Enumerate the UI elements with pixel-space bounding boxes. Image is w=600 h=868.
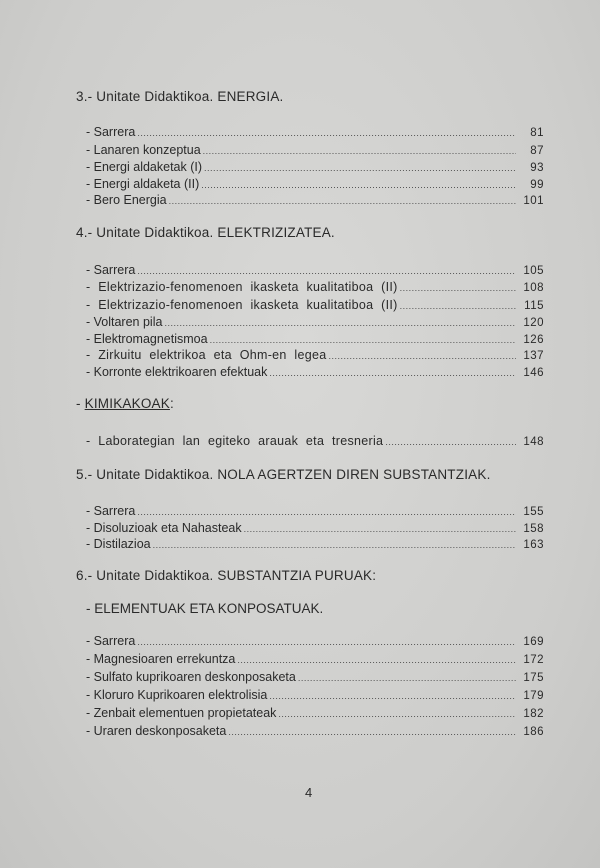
leader-dots — [204, 163, 516, 173]
toc-entry — [86, 668, 544, 684]
leader-dots — [137, 128, 516, 138]
entry-label: - Sarrera — [86, 263, 136, 277]
toc-entry — [86, 313, 544, 329]
toc-entry — [86, 650, 544, 666]
entry-page: 146 — [523, 367, 544, 379]
entry-label: - Distilazioa — [86, 537, 151, 551]
entry-label: - Laborategian lan egiteko arauak eta tresneria — [86, 434, 384, 448]
section-heading-elektrizizatea: 4.- Unitate Didaktikoa. ELEKTRIZIZATEA. — [76, 225, 335, 240]
entry-label: - Korronte elektrikoaren efektuak — [86, 365, 268, 379]
leader-dots — [228, 727, 516, 737]
entry-page: 137 — [523, 350, 544, 362]
leader-dots — [269, 691, 516, 701]
entry-page: 81 — [530, 127, 544, 139]
entry-page: 115 — [524, 300, 544, 312]
leader-dots — [137, 637, 516, 647]
leader-dots — [169, 196, 516, 206]
entry-page: 148 — [523, 436, 544, 448]
leader-dots — [237, 655, 516, 665]
entry-label: - Uraren deskonposaketa — [86, 724, 227, 738]
leader-dots — [210, 335, 516, 345]
entry-label: - Elektrizazio-fenomenoen ikasketa kualitatiboa (II) — [86, 280, 398, 294]
leader-dots — [203, 146, 516, 156]
entry-label: - Elektrizazio-fenomenoen ikasketa kualitatiboa (II) — [86, 298, 398, 312]
entry-page: 158 — [523, 523, 544, 535]
section-heading-kimikakoak — [76, 396, 174, 411]
toc-entry — [86, 704, 544, 720]
entry-page: 126 — [523, 334, 544, 346]
toc-entry — [86, 632, 544, 648]
entry-page: 186 — [523, 726, 544, 738]
entry-page: 120 — [523, 317, 544, 329]
leader-dots — [298, 673, 516, 683]
entry-label: - Magnesioaren errekuntza — [86, 652, 236, 666]
entry-page: 172 — [523, 654, 544, 666]
entry-page: 169 — [523, 636, 544, 648]
entry-page: 182 — [523, 708, 544, 720]
entry-label: - Bero Energia — [86, 193, 167, 207]
toc-entry — [86, 432, 544, 448]
entry-label: - Elektromagnetismoa — [86, 332, 208, 346]
toc-entry — [86, 363, 544, 379]
entry-page: 155 — [523, 506, 544, 518]
entry-label: - Zirkuitu elektrikoa eta Ohm-en legea — [86, 348, 327, 362]
leader-dots — [137, 507, 516, 517]
entry-page: 101 — [523, 195, 544, 207]
leader-dots — [153, 540, 516, 550]
entry-label: - Sarrera — [86, 634, 136, 648]
entry-label: - Sulfato kuprikoaren deskonposaketa — [86, 670, 296, 684]
entry-label: - Sarrera — [86, 504, 136, 518]
leader-dots — [400, 283, 516, 293]
toc-entry — [86, 519, 544, 535]
entry-label: - Voltaren pila — [86, 315, 163, 329]
entry-page: 175 — [523, 672, 544, 684]
toc-entry — [86, 502, 544, 518]
leader-dots — [269, 368, 516, 378]
toc-entry — [86, 330, 544, 346]
entry-label: - Disoluzioak eta Nahasteak — [86, 521, 242, 535]
toc-entry — [86, 141, 544, 157]
subsection-heading: - ELEMENTUAK ETA KONPOSATUAK. — [86, 601, 324, 616]
toc-entry — [86, 722, 544, 738]
toc-entry — [86, 123, 544, 139]
entry-page: 99 — [530, 179, 544, 191]
entry-label: - Energi aldaketa (II) — [86, 177, 200, 191]
entry-page: 105 — [523, 265, 544, 277]
heading-underlined: KIMIKAKOAK — [84, 396, 170, 411]
toc-entry — [86, 175, 544, 191]
entry-label: - Zenbait elementuen propietateak — [86, 706, 277, 720]
leader-dots — [244, 524, 516, 534]
entry-page: 163 — [523, 539, 544, 551]
leader-dots — [137, 266, 516, 276]
toc-entry — [86, 191, 544, 207]
entry-label: - Kloruro Kuprikoaren elektrolisia — [86, 688, 268, 702]
page-number: 4 — [305, 785, 313, 800]
toc-entry — [86, 535, 544, 551]
leader-dots — [385, 437, 516, 447]
heading-prefix: - — [76, 396, 85, 411]
leader-dots — [201, 180, 516, 190]
entry-label: - Energi aldaketak (I) — [86, 160, 203, 174]
toc-entry — [86, 346, 544, 362]
toc-entry — [86, 278, 544, 294]
toc-entry — [86, 158, 544, 174]
entry-page: 93 — [530, 162, 544, 174]
toc-entry — [86, 261, 544, 277]
leader-dots — [400, 301, 516, 311]
section-heading-substantziak: 5.- Unitate Didaktikoa. NOLA AGERTZEN DIREN SUBSTANTZIAK. — [76, 467, 491, 482]
entry-page: 108 — [523, 282, 544, 294]
entry-label: - Sarrera — [86, 125, 136, 139]
heading-suffix: : — [169, 396, 174, 411]
section-heading-energia: 3.- Unitate Didaktikoa. ENERGIA. — [76, 89, 284, 104]
leader-dots — [278, 709, 516, 719]
section-heading-substantzia-puruak: 6.- Unitate Didaktikoa. SUBSTANTZIA PURUAK: — [76, 568, 377, 583]
leader-dots — [329, 351, 516, 361]
entry-page: 87 — [530, 145, 544, 157]
entry-label: - Lanaren konzeptua — [86, 143, 201, 157]
leader-dots — [164, 318, 516, 328]
toc-entry — [86, 686, 544, 702]
toc-entry — [86, 296, 544, 312]
entry-page: 179 — [523, 690, 544, 702]
